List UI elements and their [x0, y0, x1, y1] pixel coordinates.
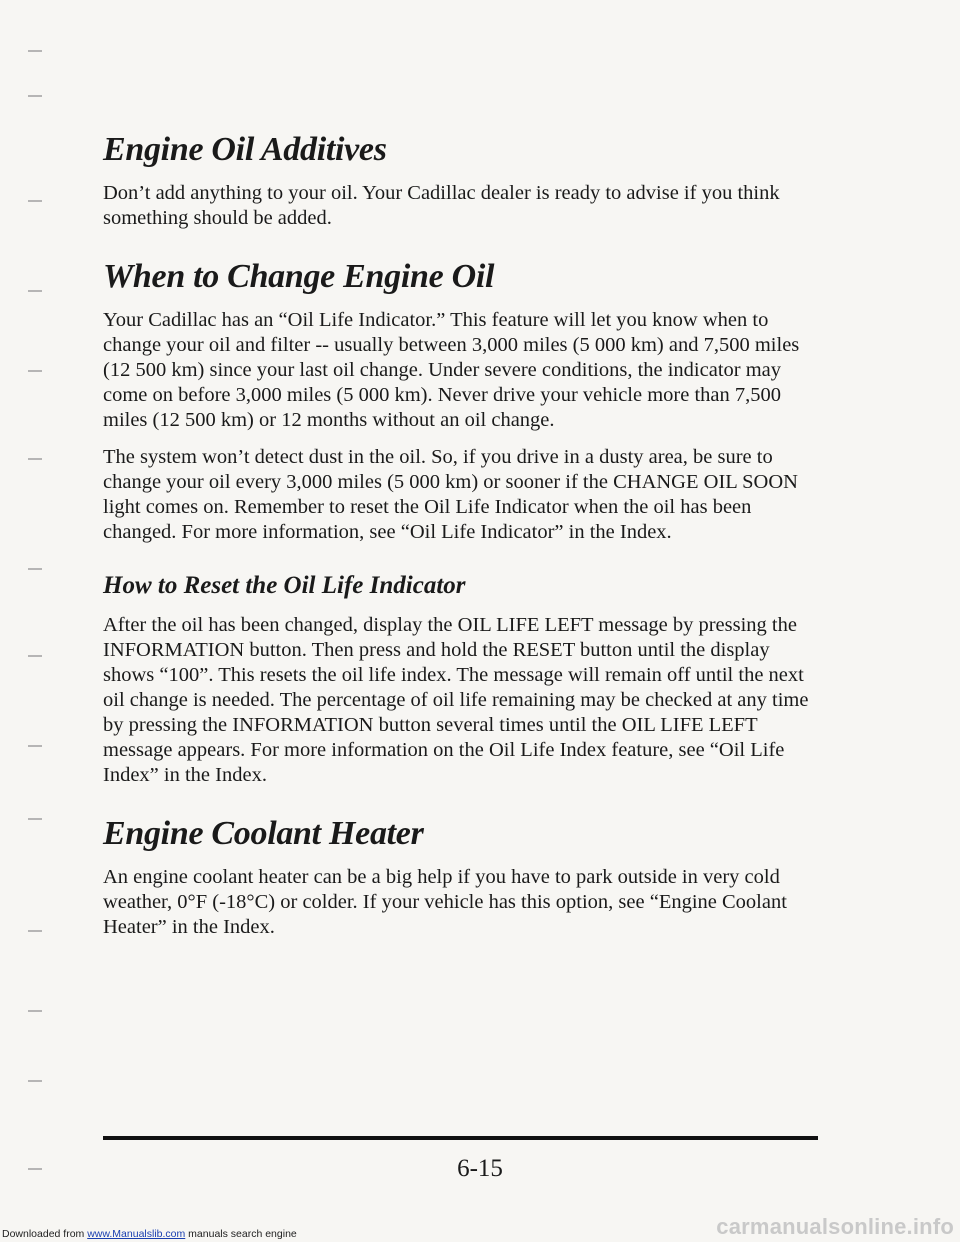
paragraph-coolant-heater: An engine coolant heater can be a big help if you have to park outside in very cold weather, 0°F (-18°C) or colder. If your vehicle has this option, see “Engine Coolant Heater” in the Index. — [103, 866, 787, 939]
footer-rule — [103, 1136, 818, 1140]
paragraph-dust-warning: The system won’t detect dust in the oil. So, if you drive in a dusty area, be sure to change your oil every 3,000 miles (5 000 km) or sooner if the CHANGE OIL SOON light comes on. Remember to reset the Oil Life Indicator when the oil has been changed. For more information, see “Oil Life Indicator” in the Index. — [103, 446, 798, 544]
download-watermark — [2, 1228, 297, 1240]
site-watermark: carmanualsonline.info — [716, 1214, 954, 1239]
page-number: 6-15 — [457, 1155, 503, 1182]
paragraph-reset-procedure: After the oil has been changed, display the OIL LIFE LEFT message by pressing the INFORMATION button. Then press and hold the RESET button until the display shows “100”. This resets the oil life index. The message will remain off until the next oil change is needed. The percentage of oil life remaining may be checked at any time by pressing the INFORMATION button several times until the OIL LIFE LEFT message appears. For more information on the Oil Life Index feature, see “Oil Life Index” in the Index. — [103, 614, 809, 787]
paragraph-oil-life-indicator: Your Cadillac has an “Oil Life Indicator.” This feature will let you know when to change your oil and filter -- usually between 3,000 miles (5 000 km) and 7,500 miles (12 500 km) since your last oil change. Under severe conditions, the indicator may come on before 3,000 miles (5 000 km). Never drive your vehicle more than 7,500 miles (12 500 km) or 12 months without an oil change. — [103, 309, 800, 432]
heading-reset-oil-life: How to Reset the Oil Life Indicator — [103, 572, 466, 600]
watermark-prefix: Downloaded from — [2, 1228, 88, 1240]
page-content — [103, 130, 818, 952]
manualslib-link[interactable]: www.Manualslib.com — [87, 1228, 186, 1240]
watermark-suffix: manuals search engine — [185, 1228, 297, 1240]
heading-when-to-change-oil: When to Change Engine Oil — [103, 258, 495, 296]
heading-engine-coolant-heater: Engine Coolant Heater — [103, 815, 424, 853]
margin-tick-marks — [28, 0, 48, 1242]
paragraph-additives: Don’t add anything to your oil. Your Cadillac dealer is ready to advise if you think something should be added. — [103, 182, 780, 230]
heading-engine-oil-additives: Engine Oil Additives — [103, 131, 387, 168]
